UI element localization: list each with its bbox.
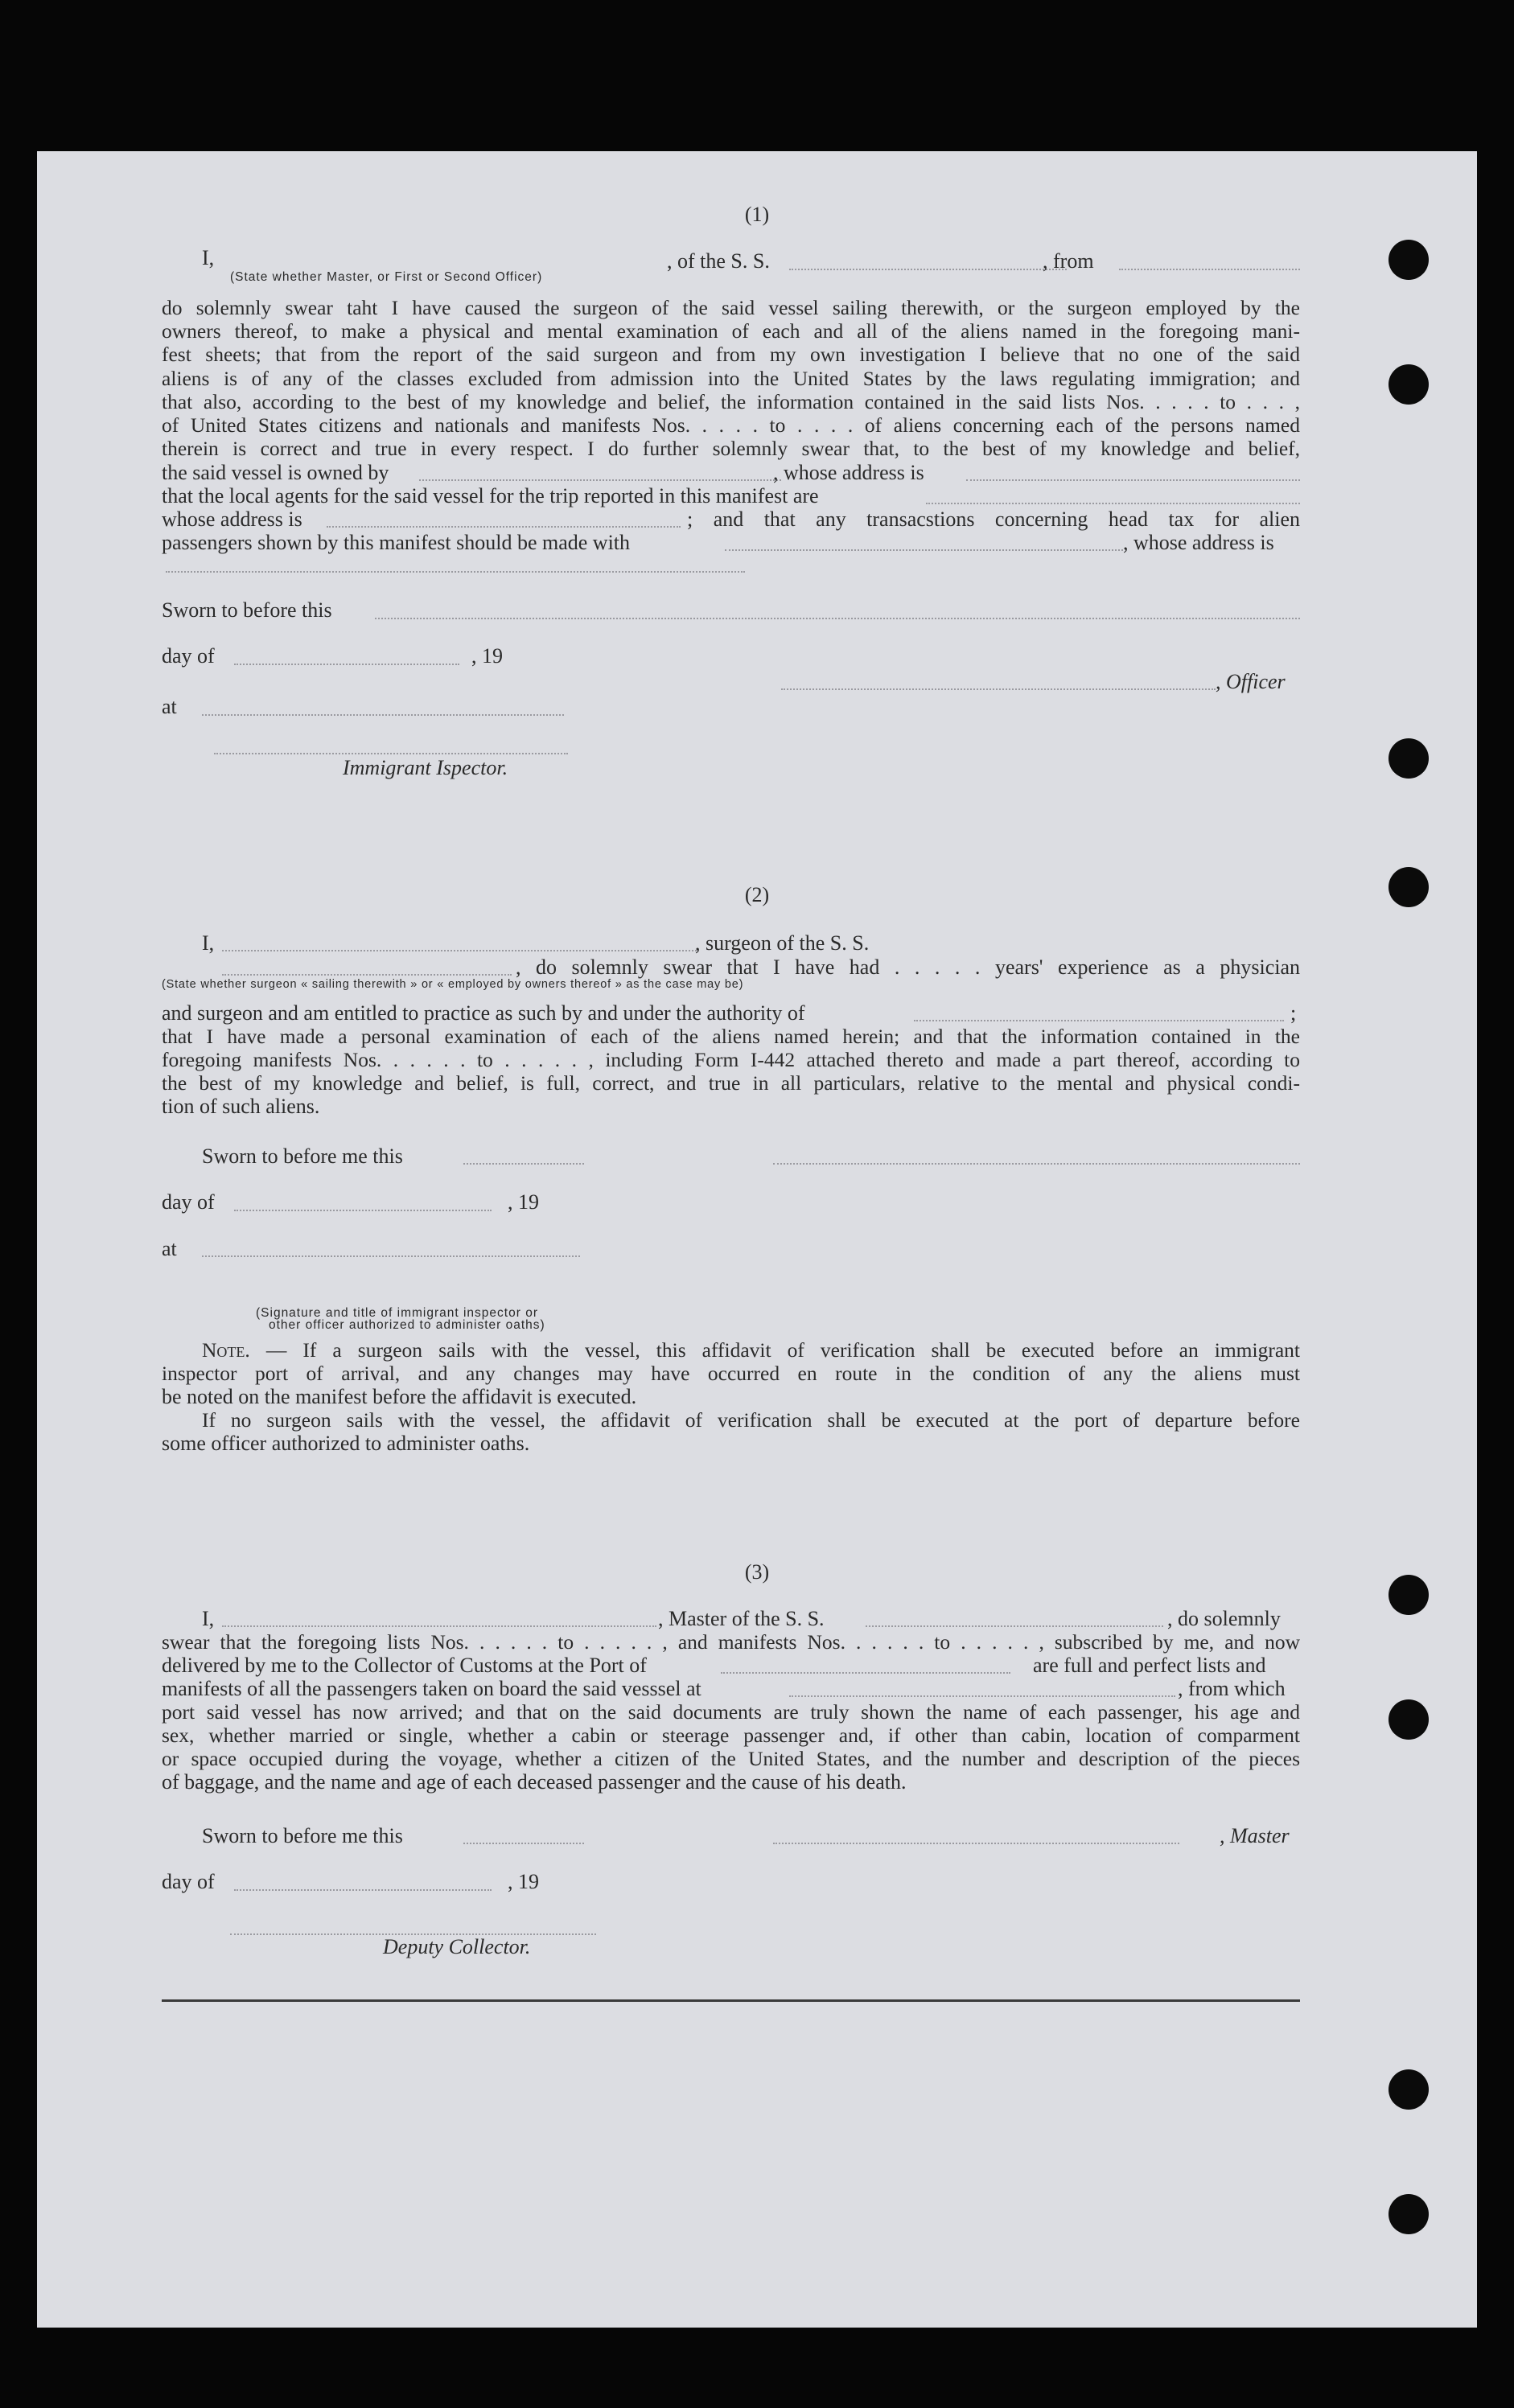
s1-passengers: passengers shown by this manifest should be made with	[162, 531, 631, 554]
manifest-page	[37, 151, 1477, 2328]
s1-officer: , Officer	[1216, 670, 1286, 693]
s3-master-of-ss: , Master of the S. S.	[658, 1607, 825, 1630]
s3-line: or space occupied during the voyage, whether a citizen of the United States, and the number and description of the pieces	[162, 1747, 1300, 1770]
s1-line: therein is correct and true in every respect. I do further solemnly swear that, to the best of my knowledge and belief,	[162, 437, 1300, 460]
binder-hole	[1389, 2194, 1429, 2234]
s2-note2-last: some officer authorized to administer oaths.	[162, 1432, 530, 1455]
s1-at: at	[162, 695, 177, 718]
s1-whose-address-end: , whose address is	[1123, 531, 1274, 554]
s1-from: , from	[1043, 249, 1094, 273]
s2-authority-end: ;	[1290, 1001, 1297, 1025]
s2-line: foregoing manifests Nos. . . . . . to . . . . . , including Form I-442 attached thereto and made a part thereof, according to	[162, 1048, 1300, 1071]
departure-port-blank	[789, 1695, 1175, 1697]
s1-sworn-blank	[375, 618, 1300, 619]
s2-at-blank	[202, 1255, 580, 1257]
s2-i: I,	[202, 931, 215, 955]
s3-master: , Master	[1220, 1824, 1290, 1847]
s3-from-which: , from which	[1178, 1677, 1286, 1700]
s3-line: sex, whether married or single, whether a cabin or steerage passenger and, if other than cabin, location of comparment	[162, 1724, 1300, 1747]
s2-day-blank	[234, 1210, 492, 1211]
s2-sworn: Sworn to before me this	[202, 1144, 403, 1168]
s3-last-line: of baggage, and the name and age of each deceased passenger and the cause of his death.	[162, 1770, 907, 1794]
s2-note2-line: If no surgeon sails with the vessel, the affidavit of verification shall be executed at the port of departure before	[202, 1408, 1300, 1432]
s1-line: that also, according to the best of my knowledge and belief, the information contained in the said lists Nos. . . . . to . . . ,	[162, 390, 1300, 413]
binder-hole	[1389, 738, 1429, 779]
s3-i: I,	[202, 1607, 215, 1630]
s2-experience: , do solemnly swear that I have had . . . . . years' experience as a physician	[516, 955, 1300, 979]
s3-full-lists: are full and perfect lists and	[1033, 1654, 1266, 1677]
s1-19: , 19	[471, 644, 503, 668]
s2-sworn-blank	[463, 1163, 584, 1165]
s1-inspector: Immigrant Ispector.	[343, 756, 508, 779]
note-text: — If a surgeon sails with the vessel, this affidavit of verification shall be executed before an immigrant	[249, 1338, 1300, 1362]
binder-hole	[1389, 2069, 1429, 2110]
s1-line: do solemnly swear taht I have caused the surgeon of the said vessel sailing therewith, or the surgeon employed by the	[162, 296, 1300, 319]
s1-line: aliens is of any of the classes excluded from admission into the United States by the laws regulating immigration; and	[162, 367, 1300, 390]
surgeon-name-blank	[222, 950, 697, 951]
s1-owned-by: the said vessel is owned by	[162, 461, 389, 484]
s3-sworn-blank	[463, 1843, 584, 1844]
s2-note-last: be noted on the manifest before the affidavit is executed.	[162, 1385, 637, 1408]
section-3-number: (3)	[744, 1560, 770, 1584]
s1-whose-address-2: whose address is	[162, 507, 302, 531]
s2-line: that I have made a personal examination of each of the aliens named herein; and that the information contained in the	[162, 1025, 1300, 1048]
binder-hole	[1389, 364, 1429, 405]
authority-blank	[914, 1020, 1284, 1021]
s3-collector-port: delivered by me to the Collector of Customs at the Port of	[162, 1654, 647, 1677]
vessel-name-blank	[789, 269, 1067, 270]
s2-status-note: (State whether surgeon « sailing therewith » or « employed by owners thereof » as the case may be)	[162, 978, 744, 991]
s1-i: I,	[202, 246, 215, 269]
s2-19: , 19	[508, 1190, 539, 1214]
head-tax-contact-blank	[725, 549, 1123, 551]
s3-collector: Deputy Collector.	[383, 1935, 531, 1958]
note-label: Note.	[202, 1338, 250, 1362]
s3-sworn: Sworn to before me this	[202, 1824, 403, 1847]
section-2-number: (2)	[744, 883, 770, 906]
s2-sig-note-1: (Signature and title of immigrant inspector or	[256, 1306, 538, 1320]
s2-sig-note-2: other officer authorized to administer oaths)	[269, 1318, 545, 1332]
s1-day-blank	[234, 664, 459, 665]
inspector-signature-blank	[214, 753, 568, 754]
s1-head-tax: ; and that any transacstions concerning head tax for alien	[687, 507, 1300, 531]
s3-taken-at: manifests of all the passengers taken on board the said vesssel at	[162, 1677, 701, 1700]
s2-note	[202, 1338, 1300, 1362]
owner-address-blank	[966, 479, 1300, 481]
owner-blank	[419, 479, 781, 481]
s1-sworn: Sworn to before this	[162, 598, 332, 622]
s1-line: owners thereof, to make a physical and mental examination of each and all of the aliens named in the foregoing mani-	[162, 319, 1300, 343]
s2-line: the best of my knowledge and belief, is full, correct, and true in all particulars, relative to the mental and physical condi-	[162, 1071, 1300, 1095]
s2-surgeon-of-ss: , surgeon of the S. S.	[695, 931, 870, 955]
s3-19: , 19	[508, 1870, 539, 1893]
from-port-blank	[1119, 269, 1300, 270]
agents-blank	[926, 503, 1300, 504]
section-1-number: (1)	[744, 203, 770, 226]
s2-last-line: tion of such aliens.	[162, 1095, 320, 1118]
s1-at-blank	[202, 714, 564, 716]
s3-day-of: day of	[162, 1870, 215, 1893]
head-tax-address-blank	[166, 571, 745, 573]
s2-at: at	[162, 1237, 177, 1260]
s3-line: port said vessel has now arrived; and that on the said documents are truly shown the name of each passenger, his age and	[162, 1700, 1300, 1724]
surgeon-signature-blank	[773, 1163, 1300, 1165]
s1-line: of United States citizens and nationals and manifests Nos. . . . . to . . . . of aliens concerning each of the persons named	[162, 413, 1300, 437]
surgeon-status-blank	[222, 974, 512, 976]
s1-whose-address: , whose address is	[773, 461, 924, 484]
s1-officer-note: (State whether Master, or First or Second Officer)	[230, 270, 543, 284]
binder-hole	[1389, 240, 1429, 280]
s3-vessel-blank	[866, 1625, 1163, 1627]
s2-authority: and surgeon and am entitled to practice as such by and under the authority of	[162, 1001, 805, 1025]
master-name-blank	[222, 1625, 656, 1627]
s2-day-of: day of	[162, 1190, 215, 1214]
s3-line: swear that the foregoing lists Nos. . . . . . to . . . . . , and manifests Nos. . . . . . to . . . . . , subscribed by me, and now	[162, 1630, 1300, 1654]
s3-day-blank	[234, 1889, 492, 1891]
agents-address-blank	[327, 526, 681, 528]
bottom-rule	[162, 1999, 1300, 2002]
port-blank	[721, 1672, 1010, 1674]
s3-solemnly: , do solemnly	[1167, 1607, 1281, 1630]
s1-line: fest sheets; that from the report of the said surgeon and from my own investigation I believe that no one of the said	[162, 343, 1300, 366]
s1-day-of: day of	[162, 644, 215, 668]
s1-local-agents: that the local agents for the said vessel for the trip reported in this manifest are	[162, 484, 819, 507]
s2-note-line: inspector port of arrival, and any changes may have occurred en route in the condition of any the aliens must	[162, 1362, 1300, 1385]
s1-of-the-ss: , of the S. S.	[667, 249, 770, 273]
officer-signature-blank	[781, 688, 1216, 690]
binder-hole	[1389, 1699, 1429, 1740]
master-signature-blank	[773, 1843, 1179, 1844]
